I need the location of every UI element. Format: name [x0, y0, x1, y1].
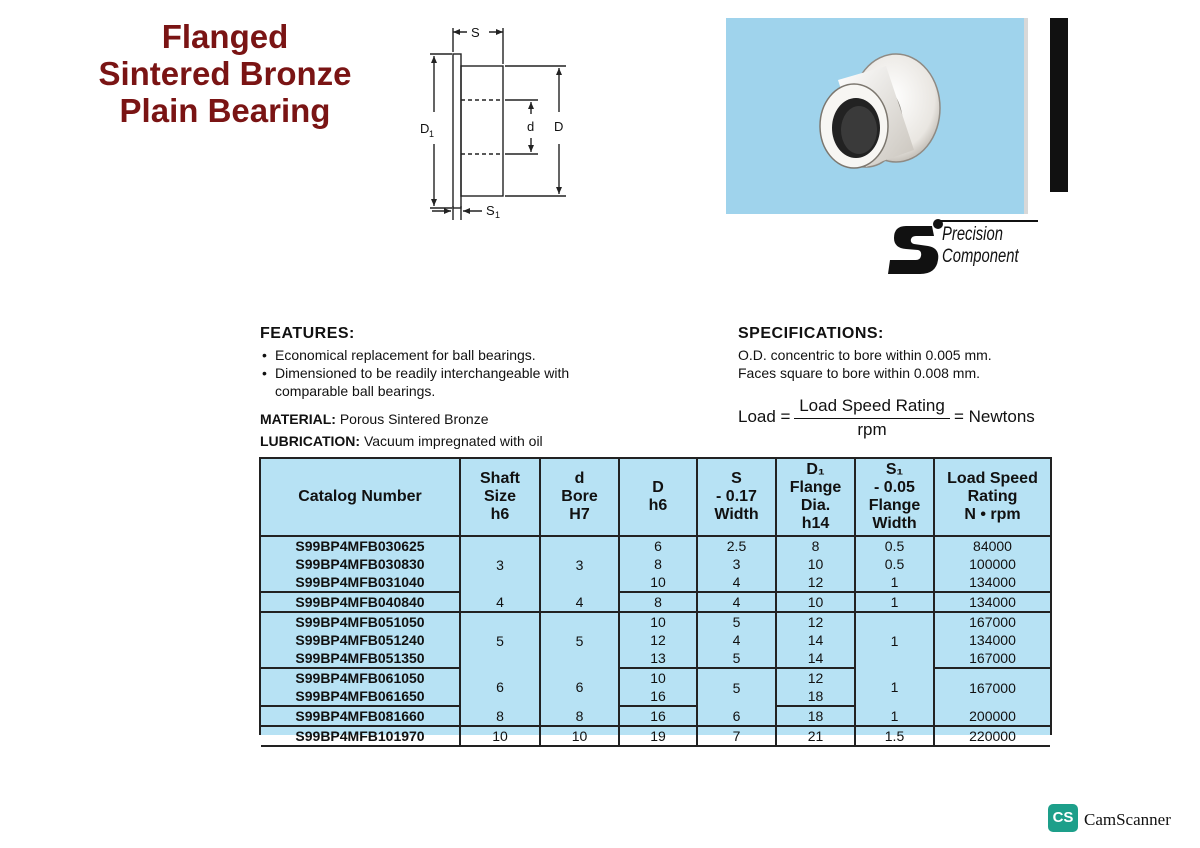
features-heading: FEATURES:	[260, 325, 355, 342]
catalog-number-cell: S99BP4MFB061050	[295, 670, 425, 686]
load-rating-cell: 220000	[934, 726, 1050, 746]
table-row	[261, 536, 1050, 555]
material-line	[260, 411, 488, 427]
table-row	[261, 612, 1050, 631]
formula-lhs: Load =	[738, 407, 791, 426]
dim-s1-label: S	[486, 203, 495, 218]
load-rating-cell: 134000	[934, 592, 1050, 612]
load-rating-cell: 167000	[934, 649, 1050, 668]
camscanner-logo-icon: CS	[1048, 804, 1078, 832]
spec-line: O.D. concentric to bore within 0.005 mm.	[738, 347, 992, 363]
catalog-number-cell: S99BP4MFB051240	[295, 632, 425, 648]
bore-cell: 8	[540, 706, 619, 726]
camscanner-text: CamScanner	[1084, 810, 1171, 829]
dim-od-label: D	[554, 119, 564, 134]
table-header-row	[261, 459, 1050, 536]
table-row	[261, 592, 1050, 612]
load-rating-cell: 167000	[934, 612, 1050, 631]
bore-cell: 6	[540, 668, 619, 706]
column-header: D h6	[619, 459, 697, 536]
flange-dia-cell: 14	[776, 631, 855, 649]
width-cell: 5	[697, 668, 776, 706]
shaft-size-cell: 10	[460, 726, 540, 746]
od-cell: 19	[619, 726, 697, 746]
specifications-heading: SPECIFICATIONS:	[738, 325, 884, 342]
column-header: d Bore H7	[540, 459, 619, 536]
width-cell: 5	[697, 612, 776, 631]
logo-text-line-1: Precision	[942, 224, 1003, 245]
dim-d1-label: D	[420, 121, 430, 136]
material-label: MATERIAL:	[260, 411, 336, 427]
column-header: Load Speed Rating N • rpm	[934, 459, 1050, 536]
load-rating-cell: 100000	[934, 555, 1050, 573]
flange-dia-cell: 18	[776, 706, 855, 726]
load-rating-cell: 134000	[934, 631, 1050, 649]
flange-dia-cell: 14	[776, 649, 855, 668]
specifications-section	[738, 325, 1058, 382]
width-cell: 7	[697, 726, 776, 746]
lubrication-line	[260, 433, 543, 449]
bore-cell: 3	[540, 536, 619, 592]
width-cell: 6	[697, 706, 776, 726]
title-line-3: Plain Bearing	[119, 92, 331, 129]
catalog-number-cell: S99BP4MFB030625	[295, 538, 425, 554]
spec-table	[261, 459, 1050, 747]
width-cell: 2.5	[697, 536, 776, 555]
width-cell: 4	[697, 573, 776, 592]
column-header: S₁ - 0.05 Flange Width	[855, 459, 934, 536]
catalog-number-cell: S99BP4MFB030830	[295, 556, 425, 572]
catalog-number-cell: S99BP4MFB101970	[261, 726, 460, 746]
flange-width-cell: 1	[855, 668, 934, 706]
column-header: Catalog Number	[261, 459, 460, 536]
bore-cell: 10	[540, 726, 619, 746]
od-cell: 8	[619, 592, 697, 612]
table-row	[261, 668, 1050, 687]
bore-cell: 5	[540, 612, 619, 668]
features-list	[260, 346, 700, 400]
od-cell: 16	[619, 687, 697, 706]
shaft-size-cell: 8	[460, 706, 540, 726]
od-cell: 13	[619, 649, 697, 668]
load-rating-cell: 84000	[934, 536, 1050, 555]
title-line-2: Sintered Bronze	[98, 55, 352, 92]
page-title	[80, 18, 370, 129]
width-cell: 4	[697, 592, 776, 612]
flange-dia-cell: 12	[776, 668, 855, 687]
flange-dia-cell: 18	[776, 687, 855, 706]
column-header: Shaft Size h6	[460, 459, 540, 536]
load-rating-cell: 200000	[934, 706, 1050, 726]
flange-width-cell: 0.5	[855, 555, 934, 573]
dim-s-label: S	[471, 25, 480, 40]
table-row	[261, 706, 1050, 726]
load-rating-cell: 167000	[934, 668, 1050, 706]
bearing-spec-table	[259, 457, 1052, 744]
od-cell: 12	[619, 631, 697, 649]
material-value: Porous Sintered Bronze	[339, 411, 489, 427]
bore-cell: 4	[540, 592, 619, 612]
od-cell: 10	[619, 612, 697, 631]
flange-width-cell: 1.5	[855, 726, 934, 746]
precision-component-logo	[888, 216, 1038, 278]
width-cell: 4	[697, 631, 776, 649]
bearing-dimension-diagram	[410, 18, 580, 218]
catalog-number-cell: S99BP4MFB040840	[261, 592, 460, 612]
table-row	[261, 555, 1050, 573]
flange-width-cell: 1	[855, 592, 934, 612]
formula-fraction	[794, 396, 950, 440]
flange-width-cell: 1	[855, 706, 934, 726]
width-cell: 5	[697, 649, 776, 668]
flange-dia-cell: 8	[776, 536, 855, 555]
load-formula	[738, 396, 1048, 438]
dim-bore-label: d	[527, 119, 535, 134]
logo-text-line-2: Component	[942, 246, 1019, 267]
shaft-size-cell: 6	[460, 668, 540, 706]
od-cell: 8	[619, 555, 697, 573]
table-row	[261, 573, 1050, 592]
flange-dia-cell: 12	[776, 573, 855, 592]
formula-denominator: rpm	[857, 420, 887, 439]
product-photo	[726, 18, 1024, 214]
flange-dia-cell: 21	[776, 726, 855, 746]
od-cell: 6	[619, 536, 697, 555]
title-line-1: Flanged	[161, 18, 289, 55]
lubrication-value: Vacuum impregnated with oil	[363, 433, 543, 449]
feature-item: • Economical replacement for ball bearings.	[275, 346, 700, 364]
load-rating-cell: 134000	[934, 573, 1050, 592]
feature-item: • Dimensioned to be readily interchangeable with comparable ball bearings.	[275, 364, 575, 400]
flange-width-cell: 0.5	[855, 536, 934, 555]
column-header: S - 0.17 Width	[697, 459, 776, 536]
catalog-number-cell: S99BP4MFB081660	[261, 706, 460, 726]
catalog-number-cell: S99BP4MFB031040	[261, 573, 460, 592]
flange-width-cell: 1	[855, 612, 934, 668]
width-cell: 3	[697, 555, 776, 573]
catalog-number-cell: S99BP4MFB051050	[295, 614, 425, 630]
catalog-number-cell: S99BP4MFB051350	[261, 649, 460, 668]
bearing-image	[726, 18, 1024, 214]
formula-numerator: Load Speed Rating	[794, 396, 950, 419]
column-header: D₁ Flange Dia. h14	[776, 459, 855, 536]
features-section	[260, 325, 700, 400]
svg-text:1: 1	[495, 210, 501, 220]
svg-text:1: 1	[429, 129, 435, 139]
side-bar	[1050, 18, 1068, 192]
lubrication-label: LUBRICATION:	[260, 433, 361, 449]
flange-width-cell: 1	[855, 573, 934, 592]
sp-logo-icon	[888, 216, 944, 278]
catalog-number-cell: S99BP4MFB061650	[261, 687, 460, 706]
spec-line: Faces square to bore within 0.008 mm.	[738, 365, 981, 381]
formula-rhs: = Newtons	[954, 407, 1035, 426]
photo-shadow	[1024, 18, 1028, 214]
table-row	[261, 726, 1050, 746]
shaft-size-cell: 4	[460, 592, 540, 612]
od-cell: 10	[619, 668, 697, 687]
flange-dia-cell: 12	[776, 612, 855, 631]
od-cell: 16	[619, 706, 697, 726]
shaft-size-cell: 3	[460, 536, 540, 592]
flange-dia-cell: 10	[776, 592, 855, 612]
shaft-size-cell: 5	[460, 612, 540, 668]
od-cell: 10	[619, 573, 697, 592]
flange-dia-cell: 10	[776, 555, 855, 573]
